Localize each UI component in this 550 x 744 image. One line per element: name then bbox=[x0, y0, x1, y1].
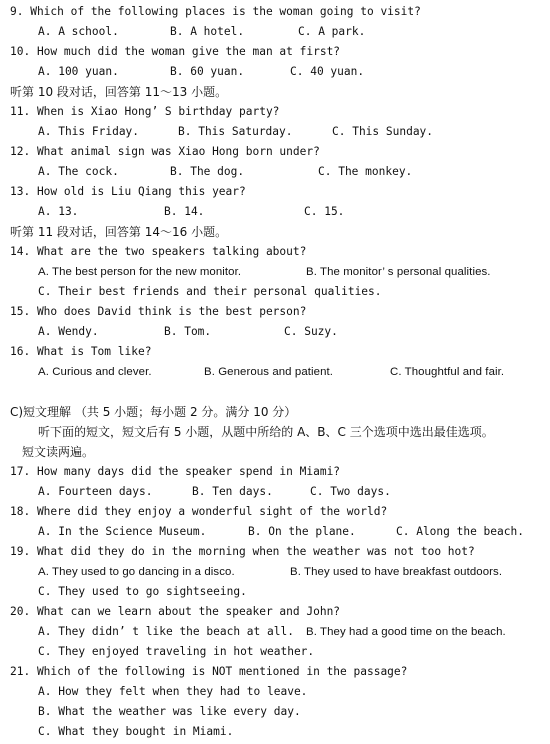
answer-option: C. A park. bbox=[298, 25, 366, 38]
question-line: 15. Who does David think is the best person? bbox=[10, 305, 307, 318]
answer-option: B. Tom. bbox=[164, 325, 212, 338]
question-line: 20. What can we learn about the speaker and John? bbox=[10, 605, 341, 618]
answer-option: B. 60 yuan. bbox=[170, 65, 245, 78]
options-line bbox=[0, 642, 550, 662]
answer-option: C. Their best friends and their personal qualities. bbox=[38, 285, 382, 298]
answer-option: C. 15. bbox=[304, 205, 345, 218]
instruction-text: 短文读两遍。 bbox=[22, 445, 95, 459]
answer-option: A. Curious and clever. bbox=[38, 366, 152, 378]
answer-option: A. How they felt when they had to leave. bbox=[38, 685, 308, 698]
question-line: 18. Where did they enjoy a wonderful sight of the world? bbox=[10, 505, 388, 518]
answer-option: A. This Friday. bbox=[38, 125, 140, 138]
question-line: 13. How old is Liu Qiang this year? bbox=[10, 185, 246, 198]
answer-option: A. The cock. bbox=[38, 165, 119, 178]
options-line bbox=[0, 482, 550, 502]
answer-option: A. In the Science Museum. bbox=[38, 525, 207, 538]
answer-option: C. Two days. bbox=[310, 485, 391, 498]
options-line bbox=[0, 622, 550, 642]
options-line bbox=[0, 722, 550, 742]
answer-option: A. A school. bbox=[38, 25, 119, 38]
answer-option: C. 40 yuan. bbox=[290, 65, 365, 78]
answer-option: B. The dog. bbox=[170, 165, 245, 178]
answer-option: B. This Saturday. bbox=[178, 125, 293, 138]
answer-option: A. 13. bbox=[38, 205, 79, 218]
question-line: 17. How many days did the speaker spend in Miami? bbox=[10, 465, 341, 478]
answer-option: B. A hotel. bbox=[170, 25, 245, 38]
answer-option: C. Along the beach. bbox=[396, 525, 524, 538]
options-line bbox=[0, 122, 550, 142]
answer-option: B. On the plane. bbox=[248, 525, 356, 538]
section-heading: 听第 10 段对话，回答第 11～13 小题。 bbox=[10, 85, 228, 99]
answer-option: C. Suzy. bbox=[284, 325, 338, 338]
question-line: 21. Which of the following is NOT mentioned in the passage? bbox=[10, 665, 408, 678]
answer-option: B. The monitor’ s personal qualities. bbox=[306, 266, 491, 278]
answer-option: B. Generous and patient. bbox=[204, 366, 334, 378]
answer-option: C. They enjoyed traveling in hot weather. bbox=[38, 645, 315, 658]
answer-option: B. They used to have breakfast outdoors. bbox=[290, 566, 503, 578]
section-heading: C)短文理解 （共 5 小题；每小题 2 分。满分 10 分） bbox=[10, 405, 297, 419]
options-line bbox=[0, 702, 550, 722]
question-line: 11. When is Xiao Hong’ S birthday party? bbox=[10, 105, 280, 118]
question-line: 19. What did they do in the morning when the weather was not too hot? bbox=[10, 545, 475, 558]
options-line bbox=[0, 262, 550, 282]
options-line bbox=[0, 162, 550, 182]
answer-option: A. Wendy. bbox=[38, 325, 99, 338]
options-line bbox=[0, 682, 550, 702]
options-line bbox=[0, 202, 550, 222]
options-line bbox=[0, 322, 550, 342]
question-line: 12. What animal sign was Xiao Hong born under? bbox=[10, 145, 320, 158]
answer-option: B. 14. bbox=[164, 205, 205, 218]
answer-option: B. Ten days. bbox=[192, 485, 273, 498]
question-line: 9. Which of the following places is the woman going to visit? bbox=[10, 5, 421, 18]
answer-option: A. 100 yuan. bbox=[38, 65, 119, 78]
answer-option: C. They used to go sightseeing. bbox=[38, 585, 247, 598]
answer-option: C. What they bought in Miami. bbox=[38, 725, 234, 738]
answer-option: B. They had a good time on the beach. bbox=[306, 626, 506, 638]
options-line bbox=[0, 522, 550, 542]
options-line bbox=[0, 362, 550, 382]
question-line: 10. How much did the woman give the man at first? bbox=[10, 45, 341, 58]
options-line bbox=[0, 562, 550, 582]
options-line bbox=[0, 22, 550, 42]
question-line: 16. What is Tom like? bbox=[10, 345, 152, 358]
answer-option: C. This Sunday. bbox=[332, 125, 434, 138]
answer-option: A. The best person for the new monitor. bbox=[38, 266, 242, 278]
answer-option: C. Thoughtful and fair. bbox=[390, 366, 505, 378]
answer-option: A. They used to go dancing in a disco. bbox=[38, 566, 235, 578]
answer-option: A. Fourteen days. bbox=[38, 485, 153, 498]
options-line bbox=[0, 282, 550, 302]
answer-option: B. What the weather was like every day. bbox=[38, 705, 301, 718]
section-heading: 听第 11 段对话，回答第 14～16 小题。 bbox=[10, 225, 228, 239]
answer-option: A. They didn’ t like the beach at all. bbox=[38, 625, 294, 638]
question-line: 14. What are the two speakers talking about? bbox=[10, 245, 307, 258]
options-line bbox=[0, 582, 550, 602]
instruction-text: 听下面的短文，短文后有 5 小题，从题中所给的 A、B、C 三个选项中选出最佳选项。 bbox=[38, 425, 494, 439]
options-line bbox=[0, 62, 550, 82]
answer-option: C. The monkey. bbox=[318, 165, 413, 178]
